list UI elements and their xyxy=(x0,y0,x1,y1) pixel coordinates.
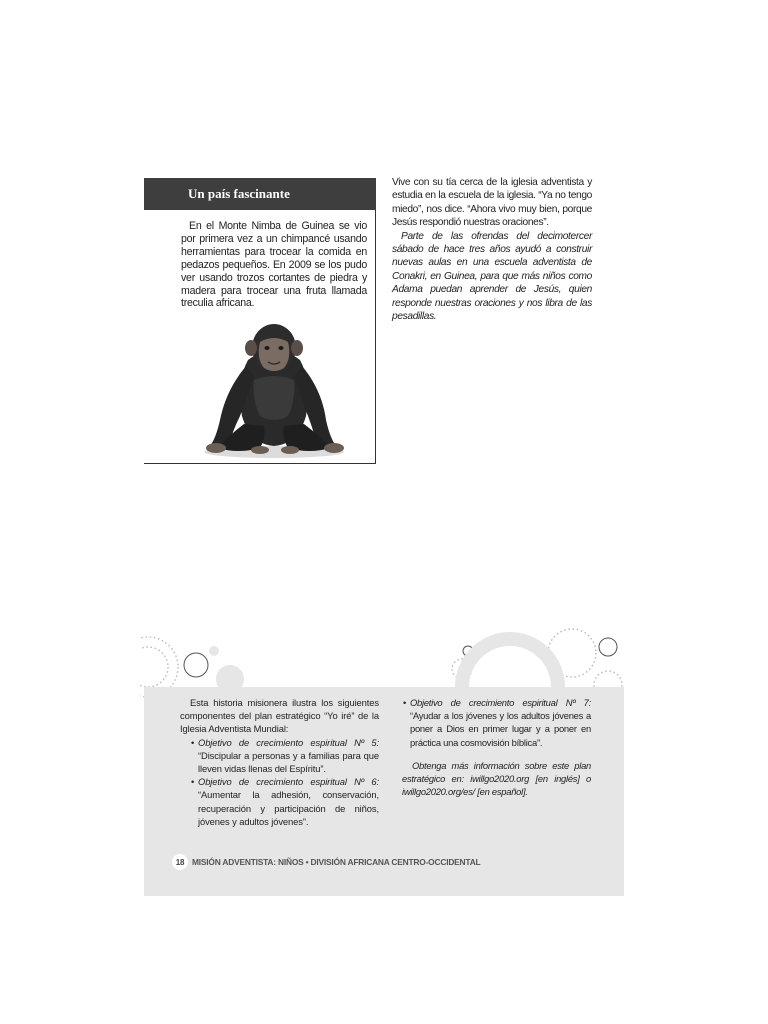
story-paragraph-offering: Parte de las ofrendas del decimotercer sábado de hace tres años ayudó a construir nuevas aulas en una escuela adventista de Conakri, en Guinea, para que más niños como Adama puedan aprender de Jesús, quien responde nuestras oraciones y nos libra de las pesadillas. xyxy=(392,230,592,323)
chimpanzee-image xyxy=(188,320,358,462)
objective-text: “Discipular a personas y a familias para que lleven vidas llenas del Espíritu”. xyxy=(198,749,379,775)
objective-title: Objetivo de crecimiento espiritual Nº 7: xyxy=(410,697,591,708)
objectives-list-right xyxy=(402,696,591,749)
footer-text: MISIÓN ADVENTISTA: NIÑOS • DIVISIÓN AFRICANA CENTRO-OCCIDENTAL xyxy=(192,857,481,867)
panel-left-column xyxy=(180,696,379,828)
objectives-list-left xyxy=(180,736,379,828)
sidebar-title: Un país fascinante xyxy=(144,178,376,210)
sidebar-box xyxy=(144,178,376,464)
objective-text: “Ayudar a los jóvenes y los adultos jóvenes a poner a Dios en primer lugar y a poner en práctica una cosmovisión bíblica”. xyxy=(410,710,591,748)
story-paragraph: Vive con su tía cerca de la iglesia adventista y estudia en la escuela de la iglesia. “Ya no tengo miedo”, nos dice. “Ahora vivo muy bien, porque Jesús respondió nuestras oraciones”. xyxy=(392,177,592,229)
page-number: 18 xyxy=(172,854,188,870)
objective-item xyxy=(198,736,379,776)
sidebar-text: En el Monte Nimba de Guinea se vio por primera vez a un chimpancé usando herramientas para trocear la comida en pedazos pequeños. En 2009 se los pudo ver usando trozos cortantes de piedra y madera para trocear una fruta llamada treculia africana. xyxy=(181,220,367,310)
objective-text: “Aumentar la adhesión, conservación, recuperación y participación de niños, jóvenes y adultos jóvenes”. xyxy=(198,789,379,827)
story-column xyxy=(392,176,592,323)
page-footer xyxy=(172,853,480,871)
more-info-text: Obtenga más información sobre este plan estratégico en: iwillgo2020.org [en inglés] o iwillgo2020.org/es/ [en español]. xyxy=(402,759,591,798)
panel-intro: Esta historia misionera ilustra los siguientes componentes del plan estratégico “Yo iré” de la Iglesia Adventista Mundial: xyxy=(180,697,379,735)
objective-item xyxy=(410,696,591,749)
objective-title: Objetivo de crecimiento espiritual Nº 6: xyxy=(198,776,379,788)
objective-item xyxy=(198,775,379,828)
panel-right-column xyxy=(402,696,591,798)
objective-title: Objetivo de crecimiento espiritual Nº 5: xyxy=(198,736,379,748)
strategic-plan-panel xyxy=(144,687,624,896)
